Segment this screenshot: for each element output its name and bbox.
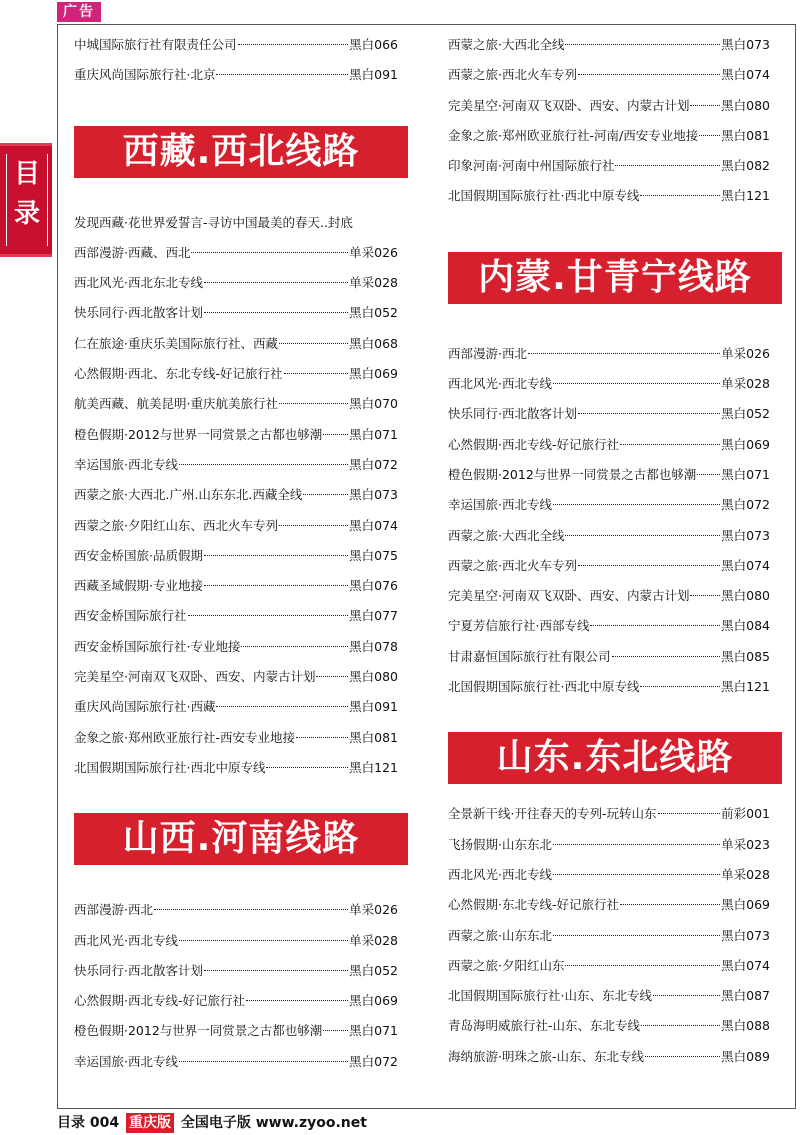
- toc-entry-page-code: 黑白073: [349, 487, 398, 503]
- dot-leader: [323, 434, 348, 435]
- dot-leader: [697, 474, 720, 475]
- dot-leader: [658, 813, 721, 814]
- dot-leader: [191, 252, 348, 253]
- toc-entry[interactable]: [74, 389, 398, 419]
- toc-entry-title: 西北风光·西北专线: [74, 932, 178, 948]
- toc-entry-page-code: 黑白080: [349, 669, 398, 685]
- dot-leader: [565, 965, 720, 966]
- toc-entry-title: 重庆风尚国际旅行社·西藏: [74, 699, 216, 715]
- toc-entry[interactable]: [74, 956, 398, 986]
- toc-entry-title: 完美星空·河南双飞双卧、西安、内蒙古计划: [448, 97, 690, 113]
- toc-entry-title: 幸运国旅·西北专线: [74, 1053, 178, 1069]
- dot-leader: [154, 909, 348, 910]
- toc-entry-page-code: 单采028: [349, 932, 398, 948]
- toc-entry-title: 西安金桥国际旅行社·专业地接: [74, 638, 241, 654]
- dot-leader: [279, 525, 348, 526]
- dot-leader: [284, 373, 349, 374]
- dot-leader: [279, 403, 348, 404]
- toc-entry[interactable]: [448, 642, 770, 672]
- toc-entry[interactable]: [448, 91, 770, 121]
- toc-entry-title: 北国假期国际旅行社·西北中原专线: [448, 188, 640, 204]
- toc-entry-title: 心然假期·西北、东北专线-好记旅行社: [74, 366, 283, 382]
- toc-entry[interactable]: [74, 601, 398, 631]
- dot-leader: [179, 464, 348, 465]
- left-section1-list: [74, 238, 398, 783]
- toc-entry[interactable]: [448, 369, 770, 399]
- dot-leader: [645, 1056, 720, 1057]
- dot-leader: [528, 353, 720, 354]
- left-column: [74, 30, 398, 1077]
- toc-entry-title: 西北风光·西北专线: [448, 866, 552, 882]
- section-heading-inner-mongolia: 内蒙.甘青宁线路: [448, 252, 782, 304]
- toc-entry-page-code: 黑白087: [721, 988, 770, 1004]
- dot-leader: [246, 1000, 348, 1001]
- toc-entry[interactable]: [448, 951, 770, 981]
- toc-entry[interactable]: [448, 611, 770, 641]
- toc-entry-title: 西北风光·西北专线: [448, 376, 552, 392]
- toc-entry-page-code: 黑白082: [721, 158, 770, 174]
- dot-leader: [653, 995, 720, 996]
- dot-leader: [620, 444, 720, 445]
- toc-entry-page-code: 黑白081: [721, 127, 770, 143]
- toc-entry-page-code: 黑白091: [349, 67, 398, 83]
- toc-entry-page-code: 黑白085: [721, 648, 770, 664]
- toc-entry[interactable]: [448, 339, 770, 369]
- toc-entry-title: 幸运国旅·西北专线: [448, 497, 552, 513]
- toc-entry-page-code: 黑白069: [349, 993, 398, 1009]
- toc-entry-title: 橙色假期·2012与世界一同赏景之古都也够潮: [74, 1023, 323, 1039]
- toc-entry-page-code: 黑白072: [721, 497, 770, 513]
- toc-entry-title: 西蒙之旅·大西北全线: [448, 37, 565, 52]
- toc-entry-title: 甘肃嘉恒国际旅行社有限公司: [448, 648, 611, 664]
- toc-entry[interactable]: [74, 329, 398, 359]
- toc-entry-title: 快乐同行·西北散客计划: [74, 305, 203, 321]
- toc-entry-title: 橙色假期·2012与世界一同赏景之古都也够潮: [74, 426, 323, 442]
- toc-entry[interactable]: [74, 511, 398, 541]
- toc-entry-title: 西部漫游·西藏、西北: [74, 244, 191, 260]
- toc-entry[interactable]: [74, 632, 398, 662]
- dot-leader: [553, 844, 720, 845]
- toc-entry[interactable]: [448, 60, 770, 90]
- dot-leader: [188, 615, 349, 616]
- toc-entry-page-code: 黑白121: [721, 188, 770, 204]
- side-tab-char-2: 录: [13, 199, 40, 229]
- left-top-list: [74, 30, 398, 91]
- toc-entry-page-code: 黑白074: [349, 517, 398, 533]
- toc-entry-page-code: 黑白074: [721, 957, 770, 973]
- toc-entry-title: 西北风光·西北东北专线: [74, 275, 203, 291]
- toc-entry-page-code: 前彩001: [721, 806, 770, 822]
- toc-entry-title: 西蒙之旅·西北火车专列: [448, 67, 577, 83]
- toc-entry-page-code: 黑白072: [349, 456, 398, 472]
- toc-entry-page-code: 黑白081: [349, 729, 398, 745]
- dot-leader: [179, 1061, 348, 1062]
- toc-entry-title: 西安金桥国旅·品质假期: [74, 547, 203, 563]
- toc-entry-page-code: 黑白069: [721, 897, 770, 913]
- dot-leader: [204, 312, 348, 313]
- toc-entry-page-code: 黑白068: [349, 335, 398, 351]
- dot-leader: [553, 874, 720, 875]
- toc-entry-page-code: 黑白089: [721, 1048, 770, 1064]
- toc-entry-title: 西蒙之旅·夕阳红山东: [448, 957, 565, 973]
- ad-label: 广告: [57, 2, 101, 22]
- dot-leader: [279, 343, 348, 344]
- left-section2-list: [74, 895, 398, 1077]
- toc-entry-page-code: 黑白072: [349, 1053, 398, 1069]
- toc-entry-page-code: 黑白121: [721, 679, 770, 695]
- section-heading-tibet-northwest: 西藏.西北线路: [74, 126, 408, 178]
- toc-entry-title: 幸运国旅·西北专线: [74, 456, 178, 472]
- toc-entry-title: 完美星空·河南双飞双卧、西安、内蒙古计划: [74, 669, 316, 685]
- toc-entry-title: 西蒙之旅·夕阳红山东、西北火车专列: [74, 517, 278, 533]
- toc-entry-title: 西蒙之旅·西北火车专列: [448, 557, 577, 573]
- dot-leader: [565, 44, 720, 45]
- toc-entry-page-code: 黑白074: [721, 557, 770, 573]
- dot-leader: [640, 686, 720, 687]
- toc-entry-title: 重庆风尚国际旅行社·北京: [74, 67, 216, 83]
- toc-entry-title: 航美西藏、航美昆明·重庆航美旅行社: [74, 396, 278, 412]
- toc-entry[interactable]: [74, 480, 398, 510]
- toc-entry-page-code: 黑白071: [349, 426, 398, 442]
- toc-entry-title: 西部漫游·西北: [448, 345, 527, 361]
- toc-entry[interactable]: [74, 986, 398, 1016]
- toc-entry-page-code: 单采028: [349, 275, 398, 291]
- dot-leader: [612, 656, 721, 657]
- dot-leader: [296, 737, 348, 738]
- toc-entry-title: 西蒙之旅·大西北全线: [448, 527, 565, 543]
- dot-leader: [690, 595, 720, 596]
- toc-entry-title: 西藏圣域假期·专业地接: [74, 578, 203, 594]
- toc-entry[interactable]: [74, 359, 398, 389]
- toc-entry[interactable]: [448, 1042, 770, 1072]
- toc-entry[interactable]: [74, 30, 398, 60]
- toc-entry-title: 快乐同行·西北散客计划: [448, 406, 577, 422]
- toc-entry[interactable]: [74, 268, 398, 298]
- dot-leader: [553, 504, 720, 505]
- toc-entry[interactable]: [74, 420, 398, 450]
- toc-entry[interactable]: [448, 521, 770, 551]
- toc-entry[interactable]: [74, 1016, 398, 1046]
- toc-entry-title: 仁在旅途·重庆乐美国际旅行社、西藏: [74, 335, 278, 351]
- toc-entry[interactable]: [448, 830, 770, 860]
- toc-entry[interactable]: [448, 981, 770, 1011]
- toc-entry-page-code: 黑白078: [349, 638, 398, 654]
- toc-entry-page-code: 黑白088: [721, 1018, 770, 1034]
- toc-entry-title: 北国假期国际旅行社·西北中原专线: [448, 679, 640, 695]
- toc-entry[interactable]: [448, 181, 770, 211]
- toc-entry[interactable]: [74, 692, 398, 722]
- dot-leader: [578, 565, 720, 566]
- toc-entry[interactable]: [448, 860, 770, 890]
- dot-leader: [303, 494, 348, 495]
- dot-leader: [204, 585, 348, 586]
- toc-entry[interactable]: [74, 1047, 398, 1077]
- toc-entry-page-code: 黑白091: [349, 699, 398, 715]
- toc-entry-title: 北国假期国际旅行社·西北中原专线: [74, 759, 266, 775]
- toc-entry-page-code: 单采023: [721, 836, 770, 852]
- toc-entry-title: 北国假期国际旅行社·山东、东北专线: [448, 988, 652, 1004]
- toc-entry-title: 全景新干线·开往春天的专列-玩转山东: [448, 806, 657, 822]
- toc-entry-page-code: 黑白069: [349, 366, 398, 382]
- dot-leader: [216, 706, 348, 707]
- toc-entry[interactable]: [448, 1011, 770, 1041]
- page-footer: [57, 1113, 367, 1133]
- toc-entry[interactable]: [74, 895, 398, 925]
- side-tab-char-1: 目: [13, 159, 40, 189]
- toc-entry-page-code: 单采026: [349, 244, 398, 260]
- dot-leader: [699, 135, 720, 136]
- dot-leader: [553, 935, 720, 936]
- dot-leader: [578, 413, 720, 414]
- toc-entry-title: 心然假期·西北专线-好记旅行社: [74, 993, 245, 1009]
- toc-entry-page-code: 黑白073: [721, 927, 770, 943]
- toc-entry[interactable]: [448, 672, 770, 702]
- toc-entry[interactable]: [448, 460, 770, 490]
- toc-entry[interactable]: [74, 753, 398, 783]
- dot-leader: [179, 940, 348, 941]
- footer-page-number: 目录 004: [57, 1115, 120, 1131]
- toc-entry[interactable]: [448, 551, 770, 581]
- section-heading-shanxi-henan: 山西.河南线路: [74, 813, 408, 865]
- right-top-list: [448, 30, 770, 212]
- toc-entry-page-code: 黑白080: [721, 97, 770, 113]
- toc-entry[interactable]: [74, 298, 398, 328]
- toc-entry-title: 印象河南·河南中州国际旅行社: [448, 158, 615, 174]
- dot-leader: [204, 970, 348, 971]
- dot-leader: [204, 555, 348, 556]
- toc-entry-page-code: 黑白052: [349, 962, 398, 978]
- toc-entry-page-code: 单采026: [349, 902, 398, 918]
- toc-entry-title: 金象之旅·郑州欧亚旅行社-河南/西安专业地接: [448, 127, 699, 143]
- toc-entry[interactable]: [448, 121, 770, 151]
- toc-entry-title: 完美星空·河南双飞双卧、西安、内蒙古计划: [448, 588, 690, 604]
- toc-entry-page-code: 黑白075: [349, 547, 398, 563]
- toc-entry-page-code: 黑白074: [721, 67, 770, 83]
- toc-entry-page-code: 单采028: [721, 376, 770, 392]
- toc-entry[interactable]: [448, 399, 770, 429]
- toc-entry-title: 橙色假期·2012与世界一同赏景之古都也够潮: [448, 466, 697, 482]
- dot-leader: [620, 904, 720, 905]
- toc-entry[interactable]: [74, 450, 398, 480]
- toc-entry[interactable]: [448, 581, 770, 611]
- toc-entry-title: 西部漫游·西北: [74, 902, 153, 918]
- toc-entry-page-code: 单采028: [721, 866, 770, 882]
- toc-entry[interactable]: [448, 30, 770, 60]
- toc-entry[interactable]: [74, 926, 398, 956]
- toc-entry-title: 西蒙之旅·山东东北: [448, 927, 552, 943]
- toc-entry-page-code: 黑白076: [349, 578, 398, 594]
- toc-entry[interactable]: [74, 60, 398, 90]
- footer-site: 全国电子版 www.zyoo.net: [180, 1115, 367, 1131]
- toc-entry-title: 心然假期·西北专线-好记旅行社: [448, 436, 619, 452]
- toc-entry-title: 心然假期·东北专线-好记旅行社: [448, 897, 619, 913]
- dot-leader: [553, 383, 720, 384]
- toc-entry-page-code: 黑白052: [721, 406, 770, 422]
- right-section2-list: [448, 799, 770, 1072]
- toc-entry-page-code: 黑白066: [349, 37, 398, 52]
- dot-leader: [241, 646, 348, 647]
- toc-entry[interactable]: [74, 238, 398, 268]
- toc-entry-title: 海纳旅游·明珠之旅-山东、东北专线: [448, 1048, 644, 1064]
- footer-edition-badge: 重庆版: [126, 1113, 174, 1133]
- dot-leader: [578, 74, 720, 75]
- toc-entry-title: 西蒙之旅·大西北.广州.山东东北.西藏全线: [74, 487, 303, 503]
- toc-entry-page-code: 黑白084: [721, 618, 770, 634]
- dot-leader: [641, 1025, 720, 1026]
- dot-leader: [323, 1030, 348, 1031]
- toc-entry-page-code: 单采026: [721, 345, 770, 361]
- toc-entry-title: 飞扬假期·山东东北: [448, 836, 552, 852]
- toc-entry-title: 金象之旅·郑州欧亚旅行社-西安专业地接: [74, 729, 295, 745]
- toc-entry-page-code: 黑白070: [349, 396, 398, 412]
- right-section1-list: [448, 339, 770, 703]
- toc-entry-page-code: 黑白069: [721, 436, 770, 452]
- dot-leader: [216, 74, 348, 75]
- toc-entry-title: 青岛海明威旅行社-山东、东北专线: [448, 1018, 641, 1034]
- dot-leader: [690, 105, 720, 106]
- toc-entry-page-code: 黑白077: [349, 608, 398, 624]
- toc-side-tab: [0, 143, 52, 257]
- toc-entry[interactable]: [74, 571, 398, 601]
- toc-entry-page-code: 黑白071: [721, 466, 770, 482]
- toc-entry[interactable]: [448, 921, 770, 951]
- toc-entry-page-code: 黑白073: [721, 527, 770, 543]
- toc-entry-title: 中城国际旅行社有限责任公司: [74, 37, 237, 52]
- section-heading-shandong-northeast: 山东.东北线路: [448, 732, 782, 784]
- toc-entry-page-code: 黑白052: [349, 305, 398, 321]
- dot-leader: [615, 165, 720, 166]
- toc-entry[interactable]: [448, 490, 770, 520]
- toc-entry-page-code: 黑白071: [349, 1023, 398, 1039]
- toc-entry-page-code: 黑白080: [721, 588, 770, 604]
- toc-entry-title: 快乐同行·西北散客计划: [74, 962, 203, 978]
- dot-leader: [316, 676, 348, 677]
- toc-entry-title: 宁夏芳信旅行社·西部专线: [448, 618, 590, 634]
- dot-leader: [266, 767, 348, 768]
- toc-entry[interactable]: [448, 151, 770, 181]
- dot-leader: [238, 44, 349, 45]
- dot-leader: [640, 195, 720, 196]
- toc-entry-title: 西安金桥国际旅行社: [74, 608, 187, 624]
- toc-entry-page-code: 黑白073: [721, 37, 770, 52]
- right-column: [448, 30, 770, 1072]
- dot-leader: [204, 282, 348, 283]
- toc-entry[interactable]: [74, 541, 398, 571]
- toc-lead-entry[interactable]: 发现西藏·花世界爱誓言-寻访中国最美的春天..封底: [74, 214, 353, 230]
- dot-leader: [565, 535, 720, 536]
- toc-entry-page-code: 黑白121: [349, 759, 398, 775]
- toc-entry[interactable]: [448, 890, 770, 920]
- toc-entry[interactable]: [448, 799, 770, 829]
- toc-entry[interactable]: [74, 723, 398, 753]
- toc-entry[interactable]: [74, 662, 398, 692]
- dot-leader: [590, 625, 720, 626]
- toc-entry[interactable]: [448, 430, 770, 460]
